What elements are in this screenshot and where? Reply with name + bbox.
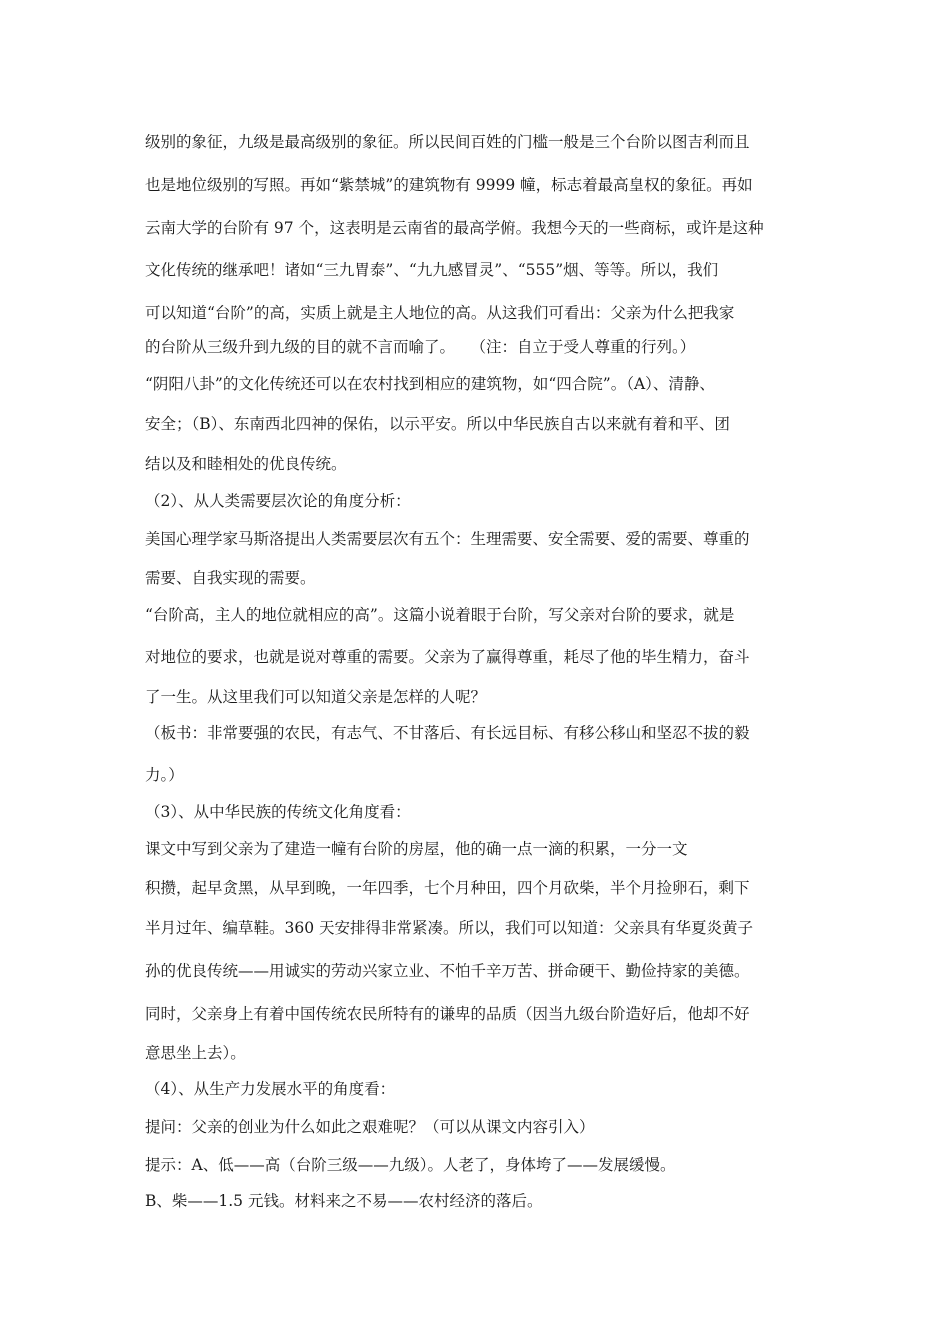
section-heading: （2）、从人类需要层次论的角度分析：: [145, 492, 411, 510]
paragraph-line: 也是地位级别的写照。再如“紫禁城”的建筑物有 9999 幢，标志着最高皇权的象征。再如: [145, 176, 753, 194]
paragraph-line: 孙的优良传统——用诚实的劳动兴家立业、不怕千辛万苦、拼命硬干、勤俭持家的美德。: [145, 962, 750, 980]
paragraph-line: 美国心理学家马斯洛提出人类需要层次有五个：生理需要、安全需要、爱的需要、尊重的: [145, 530, 750, 548]
paragraph-line: 级别的象征，九级是最高级别的象征。所以民间百姓的门槛一般是三个台阶以图吉利而且: [145, 133, 750, 151]
paragraph-line: 半月过年、编草鞋。360 天安排得非常紧凑。所以，我们可以知道：父亲具有华夏炎黄子: [145, 919, 754, 937]
hint-line: 提示：A、低——高（台阶三级——九级）。人老了，身体垮了——发展缓慢。: [145, 1156, 676, 1174]
paragraph-line: 同时，父亲身上有着中国传统农民所特有的谦卑的品质（因当九级台阶造好后，他却不好: [145, 1005, 750, 1023]
paragraph-line: 课文中写到父亲为了建造一幢有台阶的房屋，他的确一点一滴的积累，一分一文: [145, 840, 688, 858]
board-note-line: （板书：非常要强的农民，有志气、不甘落后、有长远目标、有移公移山和坚忍不拔的毅: [145, 724, 750, 742]
paragraph-line: 结以及和睦相处的优良传统。: [145, 455, 347, 473]
question-line: 提问：父亲的创业为什么如此之艰难呢？（可以从课文内容引入）: [145, 1118, 595, 1136]
hint-line: B、柴——1.5 元钱。材料来之不易——农村经济的落后。: [145, 1192, 543, 1210]
section-heading: （3）、从中华民族的传统文化角度看：: [145, 803, 411, 821]
section-heading: （4）、从生产力发展水平的角度看：: [145, 1080, 396, 1098]
paragraph-line: 可以知道“台阶”的高，实质上就是主人地位的高。从这我们可看出：父亲为什么把我家: [145, 304, 735, 322]
paragraph-line: 云南大学的台阶有 97 个，这表明是云南省的最高学俯。我想今天的一些商标，或许是这种: [145, 219, 764, 237]
paragraph-line: 意思坐上去）。: [145, 1044, 246, 1062]
paragraph-line: “台阶高，主人的地位就相应的高”。这篇小说着眼于台阶，写父亲对台阶的要求，就是: [145, 606, 735, 624]
paragraph-line: 对地位的要求，也就是说对尊重的需要。父亲为了赢得尊重，耗尽了他的毕生精力，奋斗: [145, 648, 750, 666]
paragraph-line: 文化传统的继承吧！诸如“三九胃泰”、“九九感冒灵”、“555”烟、等等。所以，我们: [145, 261, 719, 279]
board-note-line: 力。）: [145, 766, 184, 784]
paragraph-line: 安全；（B）、东南西北四神的保佑，以示平安。所以中华民族自古以来就有着和平、团: [145, 415, 730, 433]
paragraph-line: 了一生。从这里我们可以知道父亲是怎样的人呢？: [145, 688, 487, 706]
paragraph-line: 需要、自我实现的需要。: [145, 569, 316, 587]
paragraph-line: 积攒，起早贪黑，从早到晚，一年四季，七个月种田，四个月砍柴，半个月捡卵石，剩下: [145, 879, 750, 897]
paragraph-line: “阴阳八卦”的文化传统还可以在农村找到相应的建筑物，如“四合院”。（A）、清静、: [145, 375, 715, 393]
paragraph-line: 的台阶从三级升到九级的目的就不言而喻了。 （注：自立于受人尊重的行列。）: [145, 338, 696, 356]
